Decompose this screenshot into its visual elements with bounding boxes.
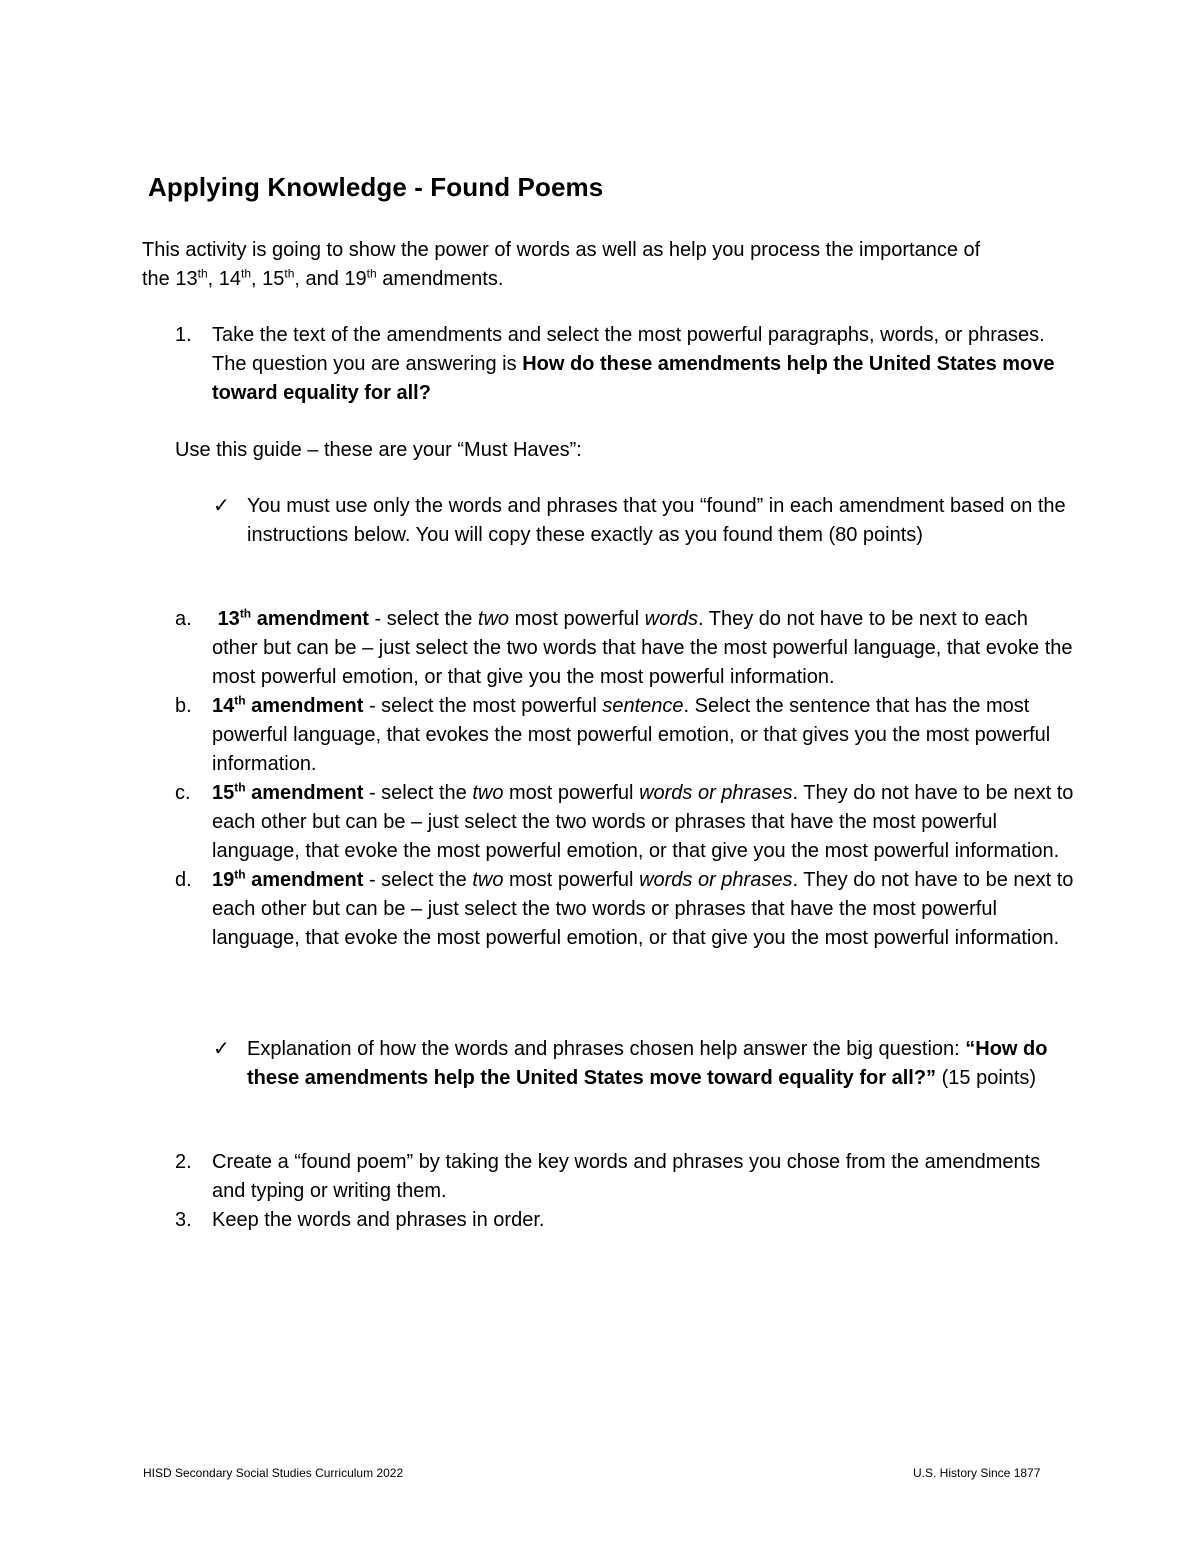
intro-19: , and 19 xyxy=(294,268,367,290)
big-question: “How do these amendments help the United States move toward equality for all?” xyxy=(247,1038,1048,1089)
list-item-step-2 xyxy=(175,1148,1075,1206)
list-marker: c. xyxy=(175,782,191,804)
superscript-th: th xyxy=(240,266,251,281)
amendment-label: 14th amendment xyxy=(212,693,364,717)
superscript-th: th xyxy=(197,266,208,281)
intro-tail: amendments. xyxy=(376,268,504,290)
superscript-th: th xyxy=(284,266,295,281)
amendment-label: 19th amendment xyxy=(212,867,364,891)
list-marker: 1. xyxy=(175,324,192,346)
list-marker: d. xyxy=(175,869,192,891)
intro-14: , 14 xyxy=(207,268,241,290)
guide-heading: Use this guide – these are your “Must Haves”: xyxy=(175,439,582,461)
superscript-th: th xyxy=(366,266,377,281)
must-have-item-1 xyxy=(213,492,1073,550)
footer-course: U.S. History Since 1877 xyxy=(913,1466,1041,1480)
step-3-text: Keep the words and phrases in order. xyxy=(212,1209,545,1231)
intro-line-1: This activity is going to show the power of words as well as help you process the importance of xyxy=(142,239,981,261)
intro-paragraph xyxy=(142,236,1072,294)
checkmark-icon: ✓ xyxy=(213,495,230,517)
page-title: Applying Knowledge - Found Poems xyxy=(148,172,604,202)
list-item-step-1 xyxy=(175,321,1075,408)
intro-15: , 15 xyxy=(251,268,285,290)
list-item-amendment-19: d. 19th amendment - select the two most powerful words or phrases. They do not have to be next to each other but can be – just select the two words or phrases that have the most powerful language, that evoke the most powerful emotion, or that give you the most powerful information. xyxy=(175,867,1074,949)
intro-the: the 13 xyxy=(142,268,198,290)
list-marker: a. xyxy=(175,608,192,630)
list-item-amendment-13: a. 13th amendment - select the two most powerful words. They do not have to be next to each other but can be – just select the two words that have the most powerful language, that evoke the most powerful emotion, or that give you the most powerful information. xyxy=(175,606,1073,688)
amendment-list xyxy=(175,605,1075,953)
list-marker: b. xyxy=(175,695,192,717)
list-item-step-3 xyxy=(175,1206,1075,1235)
checkmark-icon: ✓ xyxy=(213,1038,230,1060)
list-item-amendment-14: b. 14th amendment - select the most powerful sentence. Select the sentence that has the most powerful language, that evokes the most powerful emotion, or that gives you the most powerful information. xyxy=(175,693,1051,775)
footer-curriculum: HISD Secondary Social Studies Curriculum 2022 xyxy=(143,1466,404,1480)
step-2-text: Create a “found poem” by taking the key words and phrases you chose from the amendments and typing or writing them. xyxy=(212,1151,1041,1202)
list-marker: 3. xyxy=(175,1209,192,1231)
amendment-label: 15th amendment xyxy=(212,780,364,804)
must-have-text: Explanation of how the words and phrases chosen help answer the big question: “How do these amendments help the United States move toward equality for all?” (15 points) xyxy=(247,1038,1048,1089)
must-have-text: You must use only the words and phrases that you “found” in each amendment based on the instructions below. You will copy these exactly as you found them (80 points) xyxy=(247,495,1066,546)
step-1-text: Take the text of the amendments and select the most powerful paragraphs, words, or phrases. The question you are answering is How do these amendments help the United States move toward equality for all? xyxy=(212,324,1055,404)
big-question: How do these amendments help the United States move toward equality for all? xyxy=(212,353,1055,404)
must-have-item-2 xyxy=(213,1035,1073,1093)
amendment-label: 13th amendment xyxy=(217,606,369,630)
list-item-amendment-15: c. 15th amendment - select the two most powerful words or phrases. They do not have to be next to each other but can be – just select the two words or phrases that have the most powerful language, that evoke the most powerful emotion, or that give you the most powerful information. xyxy=(175,780,1074,862)
list-marker: 2. xyxy=(175,1151,192,1173)
